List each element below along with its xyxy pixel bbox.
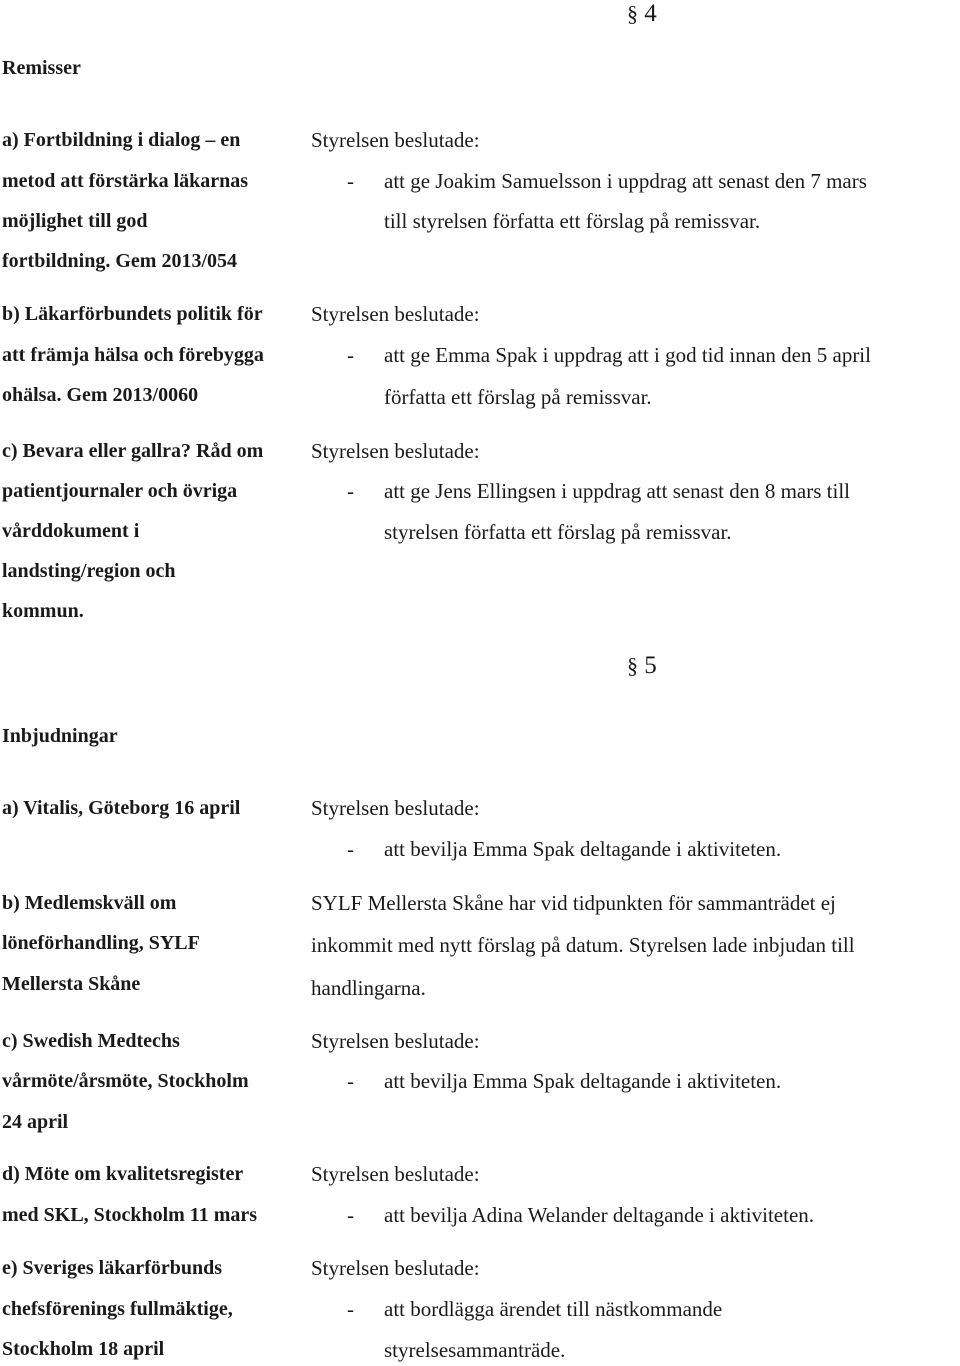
remiss-b-title-line-3: ohälsa. Gem 2013/0060	[2, 384, 199, 406]
inbjudan-d-title-line-2: med SKL, Stockholm 11 mars	[2, 1204, 258, 1226]
inbjudan-c-title-line-3: 24 april	[2, 1111, 69, 1133]
inbjudan-b-text-line-1: SYLF Mellersta Skåne har vid tidpunkten för sammanträdet ej	[311, 891, 836, 915]
inbjudan-c-title-line-1: c) Swedish Medtechs	[2, 1030, 180, 1052]
remiss-c-decision: Styrelsen beslutade:	[311, 439, 480, 463]
section-symbol: §	[627, 1, 638, 26]
inbjudan-d-decision: Styrelsen beslutade:	[311, 1162, 480, 1186]
remiss-b-dash: -	[347, 343, 354, 367]
inbjudan-c-decision: Styrelsen beslutade:	[311, 1029, 480, 1053]
inbjudan-e-title-line-3: Stockholm 18 april	[2, 1338, 165, 1360]
inbjudan-a-title-line-1: a) Vitalis, Göteborg 16 april	[2, 797, 241, 819]
inbjudan-e-title-line-2: chefsförenings fullmäktige,	[2, 1298, 233, 1320]
inbjudan-b-text-line-3: handlingarna.	[311, 976, 426, 1000]
inbjudan-a-dash: -	[347, 837, 354, 861]
remiss-c-text-line-2: styrelsen författa ett förslag på remissvar.	[384, 520, 732, 544]
inbjudan-d-dash: -	[347, 1203, 354, 1227]
remiss-b-title-line-1: b) Läkarförbundets politik för	[2, 303, 263, 325]
inbjudan-c-text-line-1: att bevilja Emma Spak deltagande i aktiviteten.	[384, 1069, 782, 1093]
remiss-a-title-line-3: möjlighet till god	[2, 210, 148, 232]
inbjudan-e-dash: -	[347, 1297, 354, 1321]
inbjudan-b-title-line-2: löneförhandling, SYLF	[2, 932, 200, 954]
remiss-a-text-line-2: till styrelsen författa ett förslag på remissvar.	[384, 209, 761, 233]
remiss-c-title-line-1: c) Bevara eller gallra? Råd om	[2, 440, 264, 462]
inbjudan-c-title-line-2: vårmöte/årsmöte, Stockholm	[2, 1070, 249, 1092]
inbjudan-e-decision: Styrelsen beslutade:	[311, 1256, 480, 1280]
inbjudan-c-dash: -	[347, 1069, 354, 1093]
remiss-c-title-line-5: kommun.	[2, 600, 84, 622]
section-number-4	[627, 0, 657, 28]
inbjudan-b-title-line-1: b) Medlemskväll om	[2, 892, 177, 914]
remiss-b-title-line-2: att främja hälsa och förebygga	[2, 344, 264, 366]
remisser-heading: Remisser	[2, 57, 81, 79]
inbjudan-b-title-line-3: Mellersta Skåne	[2, 973, 141, 995]
inbjudan-d-title-line-1: d) Möte om kvalitetsregister	[2, 1163, 244, 1185]
remiss-b-text-line-2: författa ett förslag på remissvar.	[384, 385, 652, 409]
remiss-a-text-line-1: att ge Joakim Samuelsson i uppdrag att senast den 7 mars	[384, 169, 867, 193]
section-symbol: §	[627, 653, 638, 678]
remiss-c-title-line-2: patientjournaler och övriga	[2, 480, 238, 502]
inbjudan-e-text-line-1: att bordlägga ärendet till nästkommande	[384, 1297, 723, 1321]
section-number: 4	[644, 0, 657, 27]
remiss-b-decision: Styrelsen beslutade:	[311, 302, 480, 326]
inbjudningar-heading: Inbjudningar	[2, 725, 118, 747]
inbjudan-e-title-line-1: e) Sveriges läkarförbunds	[2, 1257, 222, 1279]
inbjudan-a-decision: Styrelsen beslutade:	[311, 796, 480, 820]
remiss-a-decision: Styrelsen beslutade:	[311, 128, 480, 152]
remiss-a-dash: -	[347, 169, 354, 193]
remiss-a-title-line-1: a) Fortbildning i dialog – en	[2, 129, 241, 151]
remiss-c-title-line-4: landsting/region och	[2, 560, 176, 582]
remiss-a-title-line-4: fortbildning. Gem 2013/054	[2, 250, 238, 272]
remiss-c-title-line-3: vårddokument i	[2, 520, 140, 542]
section-number-5	[627, 652, 657, 680]
inbjudan-d-text-line-1: att bevilja Adina Welander deltagande i aktiviteten.	[384, 1203, 815, 1227]
remiss-a-title-line-2: metod att förstärka läkarnas	[2, 170, 249, 192]
remiss-b-text-line-1: att ge Emma Spak i uppdrag att i god tid innan den 5 april	[384, 343, 871, 367]
inbjudan-b-text-line-2: inkommit med nytt förslag på datum. Styrelsen lade inbjudan till	[311, 933, 855, 957]
remiss-c-dash: -	[347, 479, 354, 503]
inbjudan-e-text-line-2: styrelsesammanträde.	[384, 1338, 566, 1362]
inbjudan-a-text-line-1: att bevilja Emma Spak deltagande i aktiviteten.	[384, 837, 782, 861]
remiss-c-text-line-1: att ge Jens Ellingsen i uppdrag att senast den 8 mars till	[384, 479, 850, 503]
section-number: 5	[644, 652, 657, 679]
